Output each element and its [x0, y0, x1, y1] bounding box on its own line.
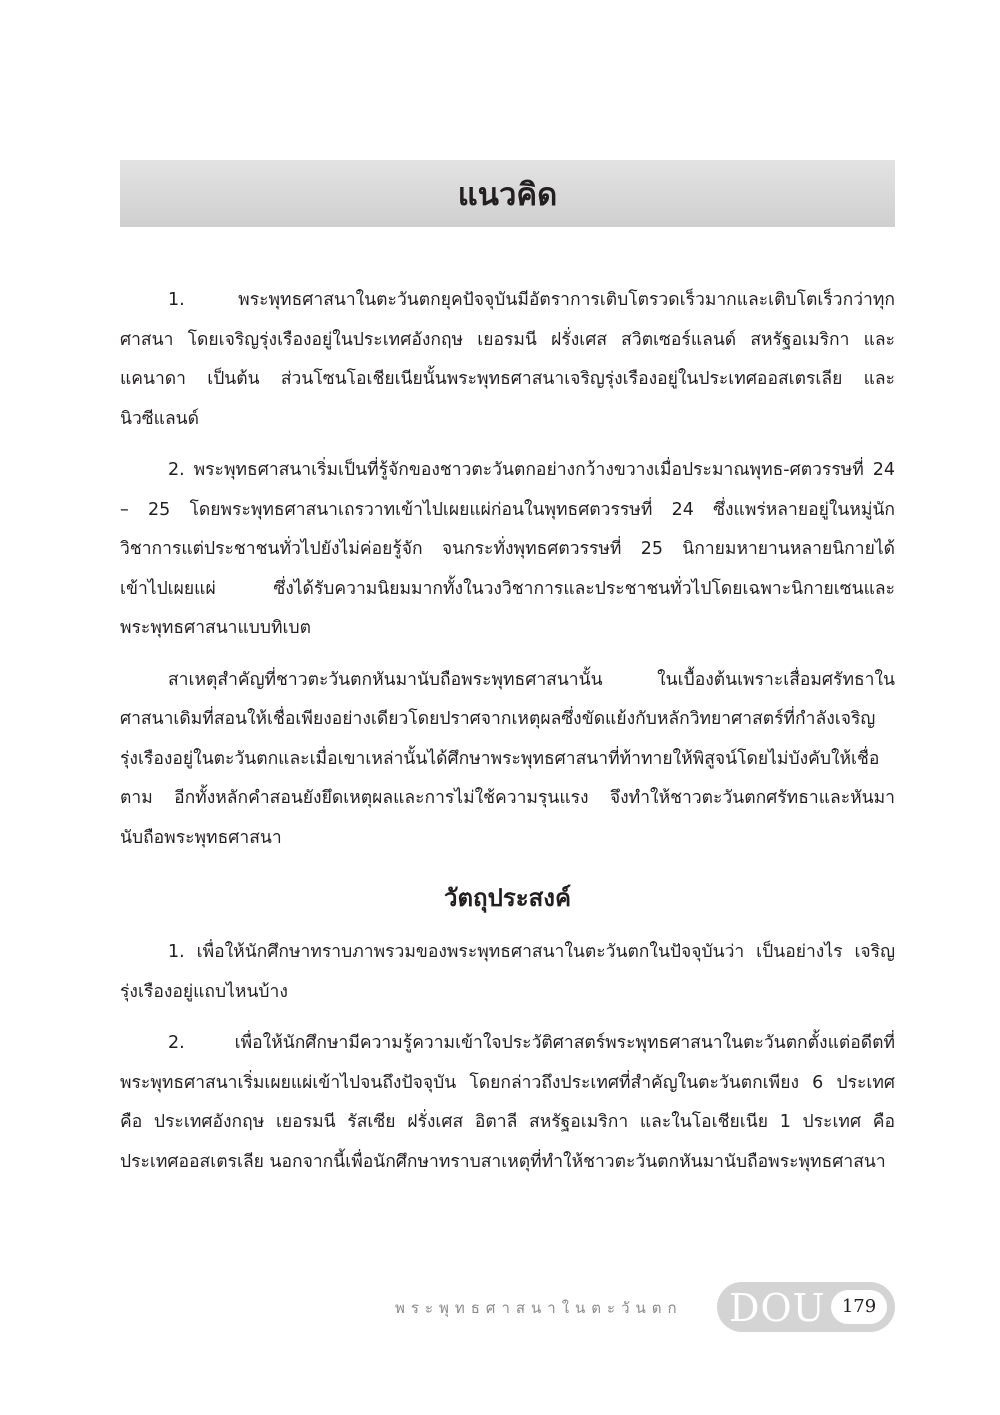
- dou-logo-badge: [717, 1282, 895, 1332]
- dou-logo-text: DOU: [729, 1286, 826, 1330]
- page-footer: [395, 1282, 895, 1332]
- page-number: 179: [831, 1290, 887, 1324]
- objectives-heading: วัตถุประสงค์: [443, 884, 572, 912]
- objective-paragraph-1: 1. เพื่อให้นักศึกษาทราบภาพรวมของพระพุทธศาสนาในตะวันตกในปัจจุบันว่า เป็นอย่างไร เจริญรุ่งเรืองอยู่แถบไหนบ้าง: [120, 942, 895, 1002]
- objectives-section: [120, 878, 895, 1194]
- objective-paragraph-2: 2. เพื่อให้นักศึกษามีความรู้ความเข้าใจประวัติศาสตร์พระพุทธศาสนาในตะวันตกตั้งแต่อดีตที่พระพุทธศาสนาเริ่มเผยแผ่เข้าไปจนถึงปัจจุบัน โดยกล่าวถึงประเทศที่สำคัญในตะวันตกเพียง 6 ประเทศ คือ ประเทศอังกฤษ เยอรมนี รัสเซีย ฝรั่งเศส อิตาลี สหรัฐอเมริกา และในโอเชียเนีย 1 ประเทศ คือ ประเทศออสเตรเลีย นอกจากนี้เพื่อนักศึกษาทราบสาเหตุที่ทำให้ชาวตะวันตกหันมานับถือพระพุทธศาสนา: [120, 1033, 895, 1172]
- concept-paragraph-1: 1. พระพุทธศาสนาในตะวันตกยุคปัจจุบันมีอัตราการเติบโตรวดเร็วมากและเติบโตเร็วกว่าทุกศาสนา โดยเจริญรุ่งเรืองอยู่ในประเทศอังกฤษ เยอรมนี ฝรั่งเศส สวิตเซอร์แลนด์ สหรัฐอเมริกา และแคนาดา เป็นต้น ส่วนโซนโอเชียเนียนั้นพระพุทธศาสนาเจริญรุ่งเรืองอยู่ในประเทศออสเตรเลีย และนิวซีแลนด์: [120, 290, 895, 429]
- concept-paragraph-2: 2. พระพุทธศาสนาเริ่มเป็นที่รู้จักของชาวตะวันตกอย่างกว้างขวางเมื่อประมาณพุทธ-ศตวรรษที่ 24 – 25 โดยพระพุทธศาสนาเถรวาทเข้าไปเผยแผ่ก่อนในพุทธศตวรรษที่ 24 ซึ่งแพร่หลายอยู่ในหมู่นักวิชาการแต่ประชาชนทั่วไปยังไม่ค่อยรู้จัก จนกระทั่งพุทธศตวรรษที่ 25 นิกายมหายานหลายนิกายได้เข้าไปเผยแผ่ ซึ่งได้รับความนิยมมากทั้งในวงวิชาการและประชาชนทั่วไปโดยเฉพาะนิกายเซนและพระพุทธศาสนาแบบทิเบต: [120, 460, 895, 638]
- concept-paragraph-3: สาเหตุสำคัญที่ชาวตะวันตกหันมานับถือพระพุทธศาสนานั้น ในเบื้องต้นเพราะเสื่อมศรัทธาในศาสนาเดิมที่สอนให้เชื่อเพียงอย่างเดียวโดยปราศจากเหตุผลซึ่งขัดแย้งกับหลักวิทยาศาสตร์ที่กำลังเจริญรุ่งเรืองอยู่ในตะวันตกและเมื่อเขาเหล่านั้นได้ศึกษาพระพุทธศาสนาที่ท้าทายให้พิสูจน์โดยไม่บังคับให้เชื่อตาม อีกทั้งหลักคำสอนยังยึดเหตุผลและการไม่ใช้ความรุนแรง จึงทำให้ชาวตะวันตกศรัทธาและหันมานับถือพระพุทธศาสนา: [120, 669, 895, 848]
- footer-book-title: พระพุทธศาสนาในตะวันตก: [395, 1299, 683, 1317]
- concept-heading-band: [120, 160, 895, 227]
- concept-section: [120, 281, 895, 870]
- concept-heading: แนวคิด: [457, 176, 558, 213]
